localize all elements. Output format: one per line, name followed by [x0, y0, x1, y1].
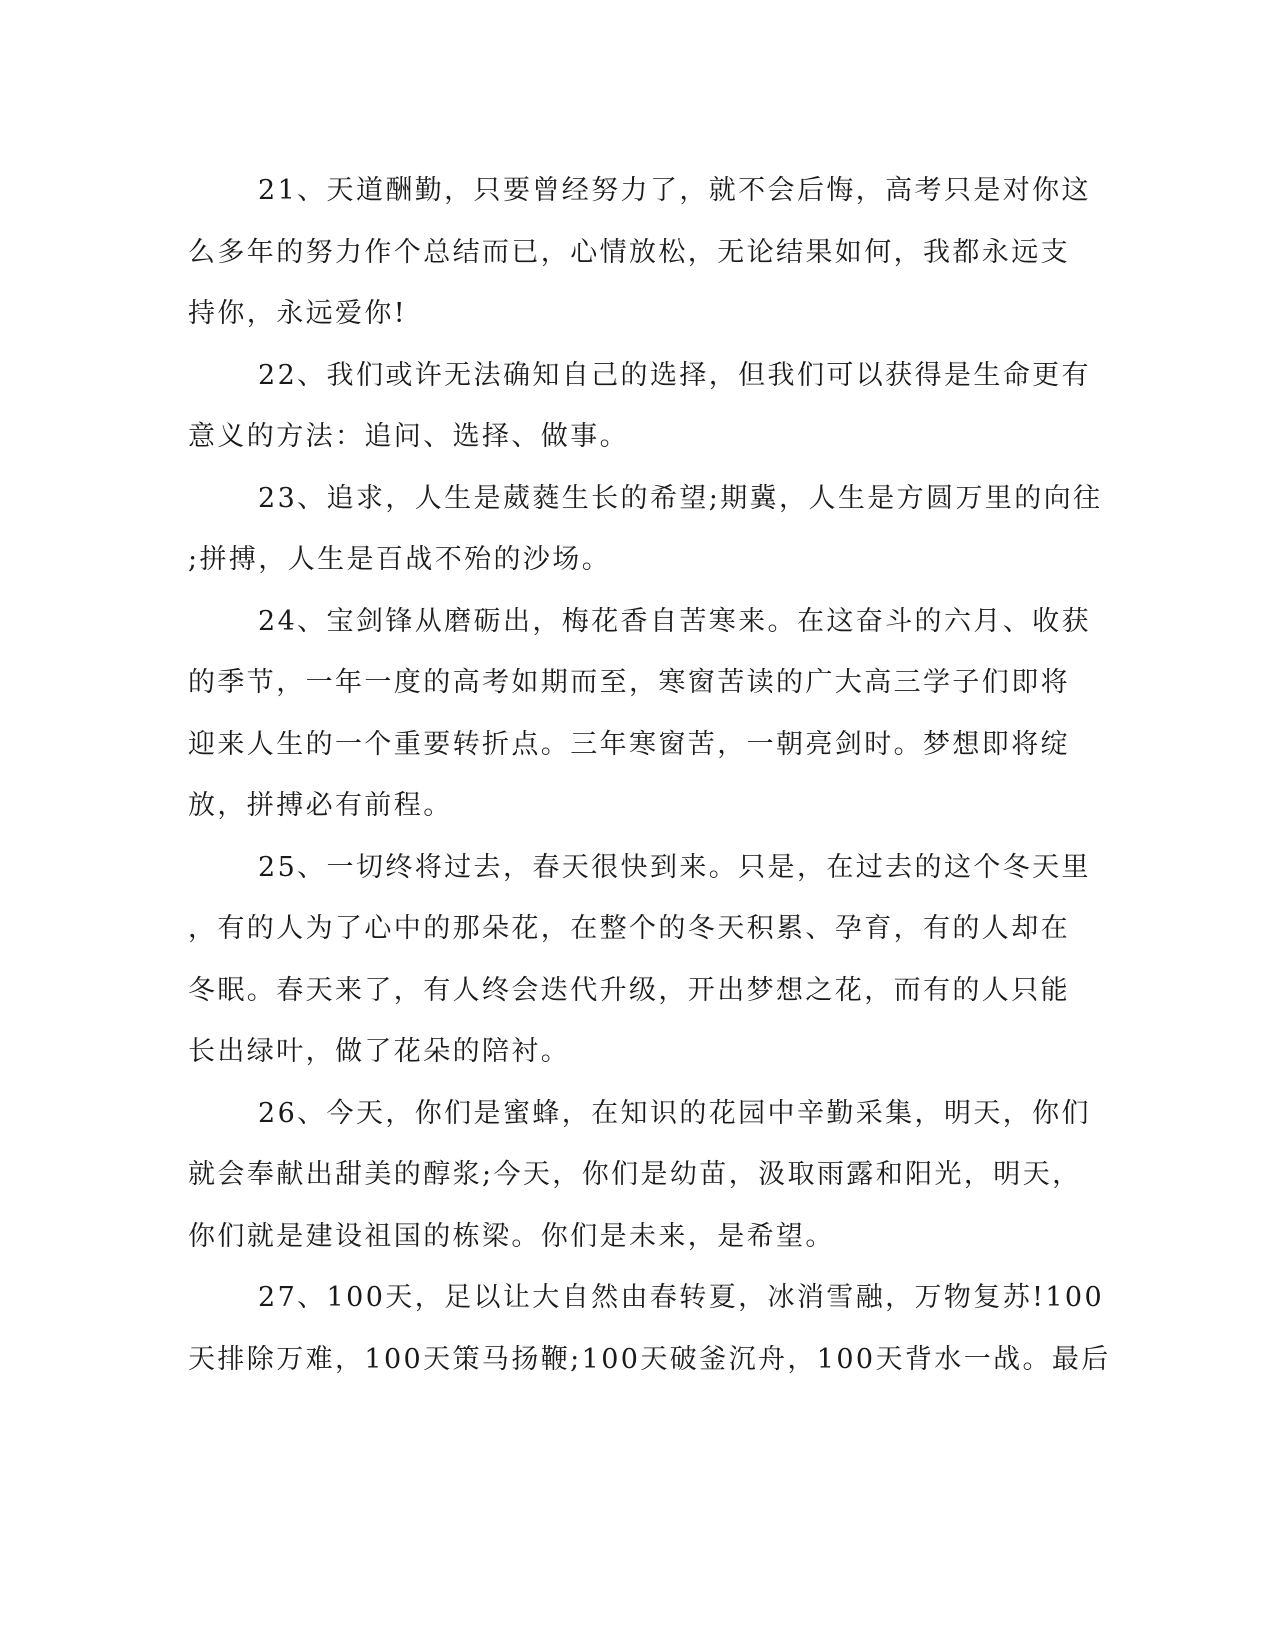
- text-line: 26、今天，你们是蜜蜂，在知识的花园中辛勤采集，明天，你们: [258, 1097, 1091, 1129]
- paragraph-24: [188, 591, 1091, 837]
- paragraph-22: [188, 345, 1091, 468]
- text-line: 么多年的努力作个总结而已，心情放松，无论结果如何，我都永远支: [188, 236, 1070, 268]
- text-line: 27、100天，足以让大自然由春转夏，冰消雪融，万物复苏!100: [258, 1282, 1105, 1313]
- text-line: 24、宝剑锋从磨砺出，梅花香自苦寒来。在这奋斗的六月、收获: [258, 605, 1091, 637]
- text-line: 的季节，一年一度的高考如期而至，寒窗苦读的广大高三学子们即将: [188, 667, 1070, 698]
- text-line: 冬眠。春天来了，有人终会迭代升级，开出梦想之花，而有的人只能: [188, 974, 1070, 1006]
- text-line: ;拼搏，人生是百战不殆的沙场。: [188, 544, 612, 575]
- text-line: 意义的方法：追问、选择、做事。: [188, 421, 629, 452]
- document-body: [188, 160, 1111, 1390]
- text-line: 就会奉献出甜美的醇浆;今天，你们是幼苗，汲取雨露和阳光，明天，: [188, 1159, 1082, 1190]
- text-line: 你们就是建设祖国的栋梁。你们是未来，是希望。: [188, 1220, 835, 1252]
- paragraph-23: [188, 468, 1103, 591]
- paragraph-21: [188, 160, 1091, 345]
- text-line: 23、追求，人生是葳蕤生长的希望;期冀，人生是方圆万里的向往: [258, 482, 1103, 514]
- text-line: 22、我们或许无法确知自己的选择，但我们可以获得是生命更有: [258, 359, 1091, 391]
- text-line: 持你，永远爱你!: [188, 298, 408, 329]
- text-line: 天排除万难，100天策马扬鞭;100天破釜沉舟，100天背水一战。最后: [188, 1343, 1111, 1375]
- text-line: 21、天道酬勤，只要曾经努力了，就不会后悔，高考只是对你这: [258, 175, 1091, 206]
- paragraph-26: [188, 1083, 1091, 1268]
- text-line: 放，拼搏必有前程。: [188, 790, 453, 821]
- text-line: 迎来人生的一个重要转折点。三年寒窗苦，一朝亮剑时。梦想即将绽: [188, 728, 1070, 760]
- paragraph-25: [188, 837, 1091, 1083]
- text-line: 25、一切终将过去，春天很快到来。只是，在过去的这个冬天里: [258, 851, 1091, 883]
- text-line: 长出绿叶，做了花朵的陪衬。: [188, 1036, 571, 1067]
- text-line: ，有的人为了心中的那朵花，在整个的冬天积累、孕育，有的人却在: [188, 913, 1070, 944]
- paragraph-27: [188, 1267, 1111, 1390]
